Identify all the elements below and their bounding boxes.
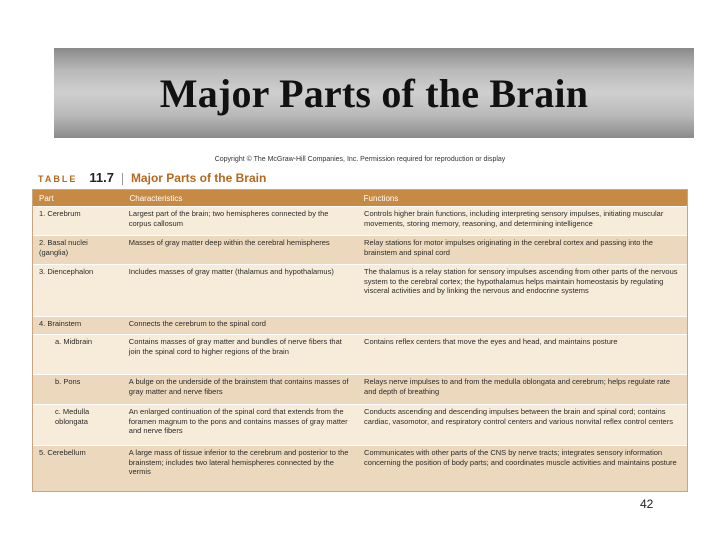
table-title: Major Parts of the Brain [130,171,267,185]
characteristics-cell: A bulge on the underside of the brainstem that contains masses of gray matter and nerve fibers [128,377,349,396]
characteristics-cell: Largest part of the brain; two hemispheres connected by the corpus callosum [128,209,329,228]
characteristics-cell: Masses of gray matter deep within the cerebral hemispheres [128,238,330,247]
table-row [33,404,687,445]
table-header-row [33,190,687,206]
part-cell: c. Medulla oblongata [55,407,90,426]
functions-cell: Conducts ascending and descending impulses between the brain and spinal cord; contains cardiac, vasomotor, and respiratory control centers and various nonvital reflex control centers [364,407,673,426]
part-cell: a. Midbrain [55,337,93,346]
characteristics-cell: Contains masses of gray matter and bundles of nerve fibers that join the spinal cord to higher regions of the brain [128,337,342,356]
characteristics-cell: An enlarged continuation of the spinal cord that extends from the foramen magnum to the pons and contains masses of gray matter and nerve fibers [128,407,348,435]
table-label: TABLE [38,174,78,184]
characteristics-cell: Connects the cerebrum to the spinal cord [128,319,266,328]
table-row [33,264,687,316]
functions-cell: Communicates with other parts of the CNS by nerve tracts; integrates sensory information concerning the position of body parts; and coordinates muscle activities and maintains posture [364,448,677,467]
column-header-part: Part [39,193,54,203]
functions-cell [350,317,687,334]
characteristics-cell: A large mass of tissue inferior to the cerebrum and posterior to the brainstem; includes two lateral hemispheres connected by the vermis [128,448,349,476]
part-cell: 3. Diencephalon [39,267,94,276]
table-row [33,206,687,235]
page-number: 42 [640,497,654,511]
functions-cell: The thalamus is a relay station for sensory impulses ascending from other parts of the nervous system to the cerebral cortex; the hypothalamus helps maintain homeostasis by regulating visceral activities and by linking the nervous and endocrine systems [364,267,678,295]
column-header-characteristics: Characteristics [129,193,183,203]
table-number: 11.7 [89,170,114,185]
column-header-functions: Functions [363,193,399,203]
part-cell: 2. Basal nuclei (ganglia) [39,238,88,257]
table-row [33,316,687,334]
part-cell: 5. Cerebellum [39,448,86,457]
title-bar [54,48,694,138]
slide-title: Major Parts of the Brain [159,70,589,116]
part-cell: 1. Cerebrum [39,209,81,218]
table-row [33,334,687,374]
table-heading [38,170,266,188]
table-row [33,445,687,491]
table-row [33,235,687,264]
functions-cell: Contains reflex centers that move the eyes and head, and maintains posture [364,337,618,346]
copyright-notice: Copyright © The McGraw-Hill Companies, Inc. Permission required for reproduction or display [214,156,506,163]
part-cell: 4. Brainstem [39,319,82,328]
functions-cell: Relays nerve impulses to and from the medulla oblongata and cerebrum; helps regulate rate and depth of breathing [364,377,671,396]
characteristics-cell: Includes masses of gray matter (thalamus and hypothalamus) [128,267,334,276]
functions-cell: Controls higher brain functions, including interpreting sensory impulses, initiating muscular movements, storing memory, reasoning, and determining intelligence [364,209,664,228]
heading-divider [122,173,123,185]
table-row [33,374,687,404]
part-cell: b. Pons [55,377,81,386]
functions-cell: Relay stations for motor impulses originating in the cerebral cortex and passing into the brainstem and spinal cord [364,238,653,257]
brain-parts-table [32,189,688,492]
